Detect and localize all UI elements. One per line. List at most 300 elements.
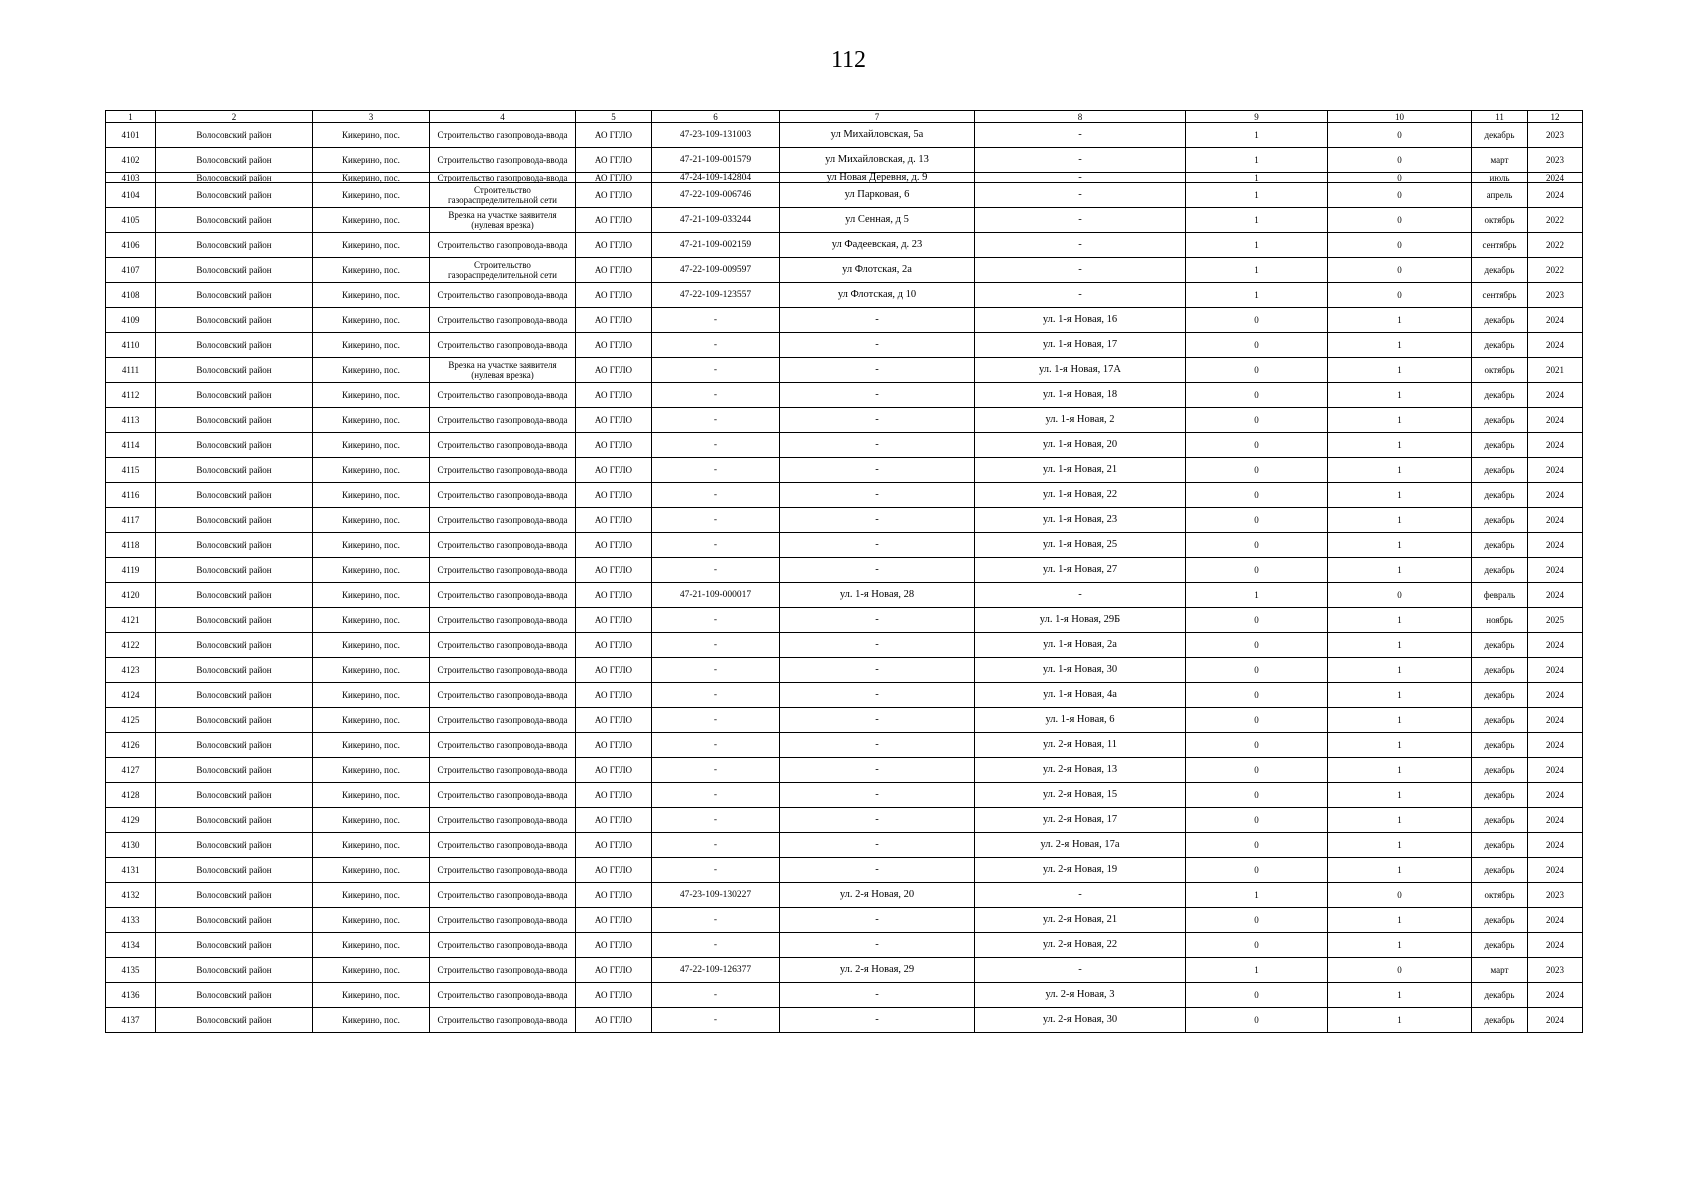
table-cell-col-8: ул. 1-я Новая, 2 <box>975 408 1186 433</box>
table-cell-col-4: Строительство газопровода-ввода <box>430 458 576 483</box>
table-cell-col-7: - <box>780 658 975 683</box>
table-cell-col-10: 1 <box>1328 458 1472 483</box>
table-cell-col-7: - <box>780 533 975 558</box>
table-cell-col-12: 2024 <box>1528 1008 1583 1033</box>
table-cell-col-2: Волосовский район <box>156 333 313 358</box>
table-cell-col-10: 1 <box>1328 758 1472 783</box>
table-cell-col-1: 4121 <box>106 608 156 633</box>
table-cell-col-5: АО ГГЛО <box>576 483 652 508</box>
table-cell-col-7: - <box>780 608 975 633</box>
table-cell-col-1: 4127 <box>106 758 156 783</box>
table-cell-col-1: 4101 <box>106 123 156 148</box>
table-cell-col-6: - <box>652 708 780 733</box>
table-cell-col-1: 4109 <box>106 308 156 333</box>
table-cell-col-4: Строительство газопровода-ввода <box>430 708 576 733</box>
table-row <box>106 933 1583 958</box>
table-cell-col-9: 0 <box>1186 858 1328 883</box>
table-cell-col-1: 4105 <box>106 208 156 233</box>
table-cell-col-3: Кикерино, пос. <box>313 173 430 183</box>
table-cell-col-8: ул. 1-я Новая, 25 <box>975 533 1186 558</box>
table-row <box>106 758 1583 783</box>
table-row <box>106 458 1583 483</box>
table-row <box>106 783 1583 808</box>
table-cell-col-11: декабрь <box>1472 658 1528 683</box>
table-cell-col-4: Строительство газопровода-ввода <box>430 148 576 173</box>
table-cell-col-8: ул. 1-я Новая, 29Б <box>975 608 1186 633</box>
table-cell-col-6: - <box>652 408 780 433</box>
table-cell-col-12: 2024 <box>1528 458 1583 483</box>
table-cell-col-1: 4102 <box>106 148 156 173</box>
table-cell-col-10: 1 <box>1328 733 1472 758</box>
table-cell-col-7: ул Сенная, д 5 <box>780 208 975 233</box>
table-cell-col-1: 4122 <box>106 633 156 658</box>
table-cell-col-6: 47-22-109-126377 <box>652 958 780 983</box>
table-cell-col-10: 0 <box>1328 258 1472 283</box>
table-cell-col-6: - <box>652 1008 780 1033</box>
table-cell-col-11: декабрь <box>1472 808 1528 833</box>
table-cell-col-5: АО ГГЛО <box>576 358 652 383</box>
table-cell-col-4: Строительство газопровода-ввода <box>430 1008 576 1033</box>
table-row <box>106 1008 1583 1033</box>
table-cell-col-7: ул Михайловская, д. 13 <box>780 148 975 173</box>
table-row <box>106 908 1583 933</box>
table-cell-col-2: Волосовский район <box>156 173 313 183</box>
registry-table <box>105 110 1583 1033</box>
table-cell-col-2: Волосовский район <box>156 633 313 658</box>
table-cell-col-8: ул. 2-я Новая, 17 <box>975 808 1186 833</box>
table-cell-col-4: Строительство газопровода-ввода <box>430 733 576 758</box>
table-cell-col-6: - <box>652 633 780 658</box>
table-cell-col-8: ул. 1-я Новая, 23 <box>975 508 1186 533</box>
table-cell-col-2: Волосовский район <box>156 533 313 558</box>
table-cell-col-1: 4134 <box>106 933 156 958</box>
table-cell-col-5: АО ГГЛО <box>576 958 652 983</box>
table-cell-col-4: Строительство газопровода-ввода <box>430 383 576 408</box>
table-cell-col-8: ул. 2-я Новая, 3 <box>975 983 1186 1008</box>
table-cell-col-12: 2023 <box>1528 883 1583 908</box>
table-row <box>106 233 1583 258</box>
table-cell-col-12: 2021 <box>1528 358 1583 383</box>
table-cell-col-3: Кикерино, пос. <box>313 558 430 583</box>
table-cell-col-2: Волосовский район <box>156 508 313 533</box>
table-cell-col-10: 1 <box>1328 708 1472 733</box>
table-cell-col-10: 1 <box>1328 333 1472 358</box>
table-cell-col-2: Волосовский район <box>156 583 313 608</box>
table-cell-col-6: - <box>652 733 780 758</box>
table-cell-col-8: ул. 1-я Новая, 16 <box>975 308 1186 333</box>
table-row <box>106 858 1583 883</box>
table-cell-col-4: Врезка на участке заявителя (нулевая врезка) <box>430 208 576 233</box>
table-cell-col-8: ул. 2-я Новая, 15 <box>975 783 1186 808</box>
table-cell-col-10: 1 <box>1328 858 1472 883</box>
table-cell-col-7: - <box>780 308 975 333</box>
table-cell-col-5: АО ГГЛО <box>576 608 652 633</box>
table-cell-col-8: ул. 1-я Новая, 20 <box>975 433 1186 458</box>
table-cell-col-12: 2024 <box>1528 433 1583 458</box>
table-cell-col-1: 4119 <box>106 558 156 583</box>
table-cell-col-11: декабрь <box>1472 558 1528 583</box>
table-row <box>106 958 1583 983</box>
table-cell-col-11: декабрь <box>1472 533 1528 558</box>
table-cell-col-10: 1 <box>1328 808 1472 833</box>
table-cell-col-6: - <box>652 908 780 933</box>
table-cell-col-10: 1 <box>1328 683 1472 708</box>
table-cell-col-3: Кикерино, пос. <box>313 583 430 608</box>
table-cell-col-12: 2022 <box>1528 208 1583 233</box>
table-cell-col-11: декабрь <box>1472 123 1528 148</box>
table-cell-col-2: Волосовский район <box>156 608 313 633</box>
table-cell-col-7: - <box>780 508 975 533</box>
table-cell-col-4: Строительство газопровода-ввода <box>430 283 576 308</box>
table-cell-col-9: 0 <box>1186 508 1328 533</box>
table-cell-col-11: февраль <box>1472 583 1528 608</box>
table-cell-col-11: декабрь <box>1472 408 1528 433</box>
table-cell-col-1: 4135 <box>106 958 156 983</box>
table-cell-col-5: АО ГГЛО <box>576 583 652 608</box>
table-cell-col-6: 47-22-109-009597 <box>652 258 780 283</box>
table-cell-col-6: - <box>652 458 780 483</box>
table-cell-col-7: - <box>780 408 975 433</box>
table-cell-col-4: Строительство газопровода-ввода <box>430 533 576 558</box>
table-cell-col-7: - <box>780 983 975 1008</box>
table-cell-col-12: 2024 <box>1528 783 1583 808</box>
table-cell-col-6: 47-24-109-142804 <box>652 173 780 183</box>
table-cell-col-5: АО ГГЛО <box>576 183 652 208</box>
table-cell-col-8: - <box>975 233 1186 258</box>
table-cell-col-9: 0 <box>1186 733 1328 758</box>
table-cell-col-8: ул. 1-я Новая, 17А <box>975 358 1186 383</box>
table-cell-col-3: Кикерино, пос. <box>313 858 430 883</box>
table-cell-col-3: Кикерино, пос. <box>313 808 430 833</box>
table-cell-col-7: ул Парковая, 6 <box>780 183 975 208</box>
table-cell-col-1: 4132 <box>106 883 156 908</box>
table-cell-col-7: - <box>780 558 975 583</box>
table-cell-col-6: - <box>652 833 780 858</box>
table-cell-col-11: сентябрь <box>1472 283 1528 308</box>
table-body <box>106 123 1583 1033</box>
table-cell-col-8: ул. 1-я Новая, 18 <box>975 383 1186 408</box>
table-cell-col-4: Строительство газопровода-ввода <box>430 983 576 1008</box>
table-cell-col-4: Строительство газопровода-ввода <box>430 808 576 833</box>
table-cell-col-1: 4114 <box>106 433 156 458</box>
table-cell-col-7: - <box>780 358 975 383</box>
table-cell-col-7: - <box>780 733 975 758</box>
table-cell-col-6: 47-22-109-006746 <box>652 183 780 208</box>
column-header-8: 8 <box>975 111 1186 123</box>
table-cell-col-2: Волосовский район <box>156 783 313 808</box>
table-row <box>106 608 1583 633</box>
table-cell-col-5: АО ГГЛО <box>576 123 652 148</box>
table-cell-col-12: 2024 <box>1528 933 1583 958</box>
table-cell-col-8: ул. 1-я Новая, 21 <box>975 458 1186 483</box>
table-cell-col-11: октябрь <box>1472 358 1528 383</box>
table-cell-col-8: - <box>975 283 1186 308</box>
table-cell-col-3: Кикерино, пос. <box>313 733 430 758</box>
table-cell-col-11: декабрь <box>1472 833 1528 858</box>
table-cell-col-4: Строительство газопровода-ввода <box>430 833 576 858</box>
table-cell-col-12: 2024 <box>1528 508 1583 533</box>
table-cell-col-5: АО ГГЛО <box>576 758 652 783</box>
column-header-4: 4 <box>430 111 576 123</box>
table-cell-col-7: - <box>780 783 975 808</box>
table-cell-col-10: 1 <box>1328 1008 1472 1033</box>
table-cell-col-12: 2024 <box>1528 173 1583 183</box>
table-cell-col-12: 2024 <box>1528 333 1583 358</box>
column-header-9: 9 <box>1186 111 1328 123</box>
table-cell-col-9: 1 <box>1186 883 1328 908</box>
table-cell-col-9: 1 <box>1186 958 1328 983</box>
table-cell-col-7: ул. 2-я Новая, 20 <box>780 883 975 908</box>
table-cell-col-2: Волосовский район <box>156 658 313 683</box>
table-cell-col-10: 0 <box>1328 233 1472 258</box>
column-header-5: 5 <box>576 111 652 123</box>
table-row <box>106 983 1583 1008</box>
table-cell-col-7: - <box>780 333 975 358</box>
table-cell-col-2: Волосовский район <box>156 283 313 308</box>
table-cell-col-11: декабрь <box>1472 683 1528 708</box>
table-cell-col-9: 0 <box>1186 908 1328 933</box>
table-cell-col-11: декабрь <box>1472 783 1528 808</box>
table-cell-col-7: - <box>780 933 975 958</box>
table-cell-col-5: АО ГГЛО <box>576 148 652 173</box>
table-cell-col-11: март <box>1472 958 1528 983</box>
table-cell-col-12: 2024 <box>1528 583 1583 608</box>
table-cell-col-2: Волосовский район <box>156 258 313 283</box>
table-cell-col-6: - <box>652 333 780 358</box>
table-cell-col-10: 1 <box>1328 908 1472 933</box>
table-cell-col-12: 2023 <box>1528 283 1583 308</box>
table-row <box>106 283 1583 308</box>
table-cell-col-1: 4128 <box>106 783 156 808</box>
table-cell-col-4: Строительство газопровода-ввода <box>430 683 576 708</box>
table-cell-col-9: 0 <box>1186 933 1328 958</box>
table-cell-col-6: - <box>652 433 780 458</box>
table-cell-col-12: 2024 <box>1528 808 1583 833</box>
table-cell-col-5: АО ГГЛО <box>576 858 652 883</box>
table-cell-col-11: июль <box>1472 173 1528 183</box>
table-cell-col-3: Кикерино, пос. <box>313 358 430 383</box>
table-cell-col-5: АО ГГЛО <box>576 833 652 858</box>
table-cell-col-2: Волосовский район <box>156 1008 313 1033</box>
table-cell-col-5: АО ГГЛО <box>576 458 652 483</box>
table-cell-col-2: Волосовский район <box>156 733 313 758</box>
table-cell-col-6: - <box>652 783 780 808</box>
table-cell-col-5: АО ГГЛО <box>576 558 652 583</box>
table-cell-col-7: - <box>780 808 975 833</box>
table-cell-col-8: - <box>975 148 1186 173</box>
table-cell-col-12: 2024 <box>1528 733 1583 758</box>
table-cell-col-12: 2022 <box>1528 258 1583 283</box>
table-cell-col-6: - <box>652 508 780 533</box>
table-cell-col-2: Волосовский район <box>156 758 313 783</box>
table-cell-col-2: Волосовский район <box>156 858 313 883</box>
column-header-3: 3 <box>313 111 430 123</box>
table-cell-col-11: декабрь <box>1472 733 1528 758</box>
table-cell-col-7: ул Михайловская, 5а <box>780 123 975 148</box>
table-cell-col-8: ул. 2-я Новая, 11 <box>975 733 1186 758</box>
table-cell-col-4: Строительство газопровода-ввода <box>430 308 576 333</box>
table-cell-col-11: апрель <box>1472 183 1528 208</box>
table-cell-col-2: Волосовский район <box>156 358 313 383</box>
table-cell-col-9: 1 <box>1186 283 1328 308</box>
table-cell-col-12: 2024 <box>1528 408 1583 433</box>
table-row <box>106 148 1583 173</box>
table-cell-col-1: 4112 <box>106 383 156 408</box>
table-cell-col-12: 2024 <box>1528 983 1583 1008</box>
table-cell-col-10: 1 <box>1328 508 1472 533</box>
table-cell-col-1: 4118 <box>106 533 156 558</box>
table-cell-col-9: 0 <box>1186 783 1328 808</box>
table-cell-col-7: - <box>780 433 975 458</box>
table-cell-col-1: 4129 <box>106 808 156 833</box>
table-cell-col-11: декабрь <box>1472 433 1528 458</box>
table-cell-col-7: - <box>780 833 975 858</box>
table-cell-col-11: декабрь <box>1472 483 1528 508</box>
table-cell-col-11: декабрь <box>1472 858 1528 883</box>
table-cell-col-10: 1 <box>1328 408 1472 433</box>
table-cell-col-4: Строительство газопровода-ввода <box>430 883 576 908</box>
table-cell-col-11: декабрь <box>1472 458 1528 483</box>
table-cell-col-4: Строительство газопровода-ввода <box>430 333 576 358</box>
table-row <box>106 173 1583 183</box>
table-cell-col-2: Волосовский район <box>156 958 313 983</box>
table-cell-col-9: 0 <box>1186 558 1328 583</box>
column-header-6: 6 <box>652 111 780 123</box>
table-cell-col-10: 1 <box>1328 533 1472 558</box>
table-cell-col-10: 1 <box>1328 433 1472 458</box>
table-cell-col-9: 0 <box>1186 358 1328 383</box>
table-cell-col-10: 1 <box>1328 658 1472 683</box>
table-cell-col-8: ул. 1-я Новая, 22 <box>975 483 1186 508</box>
table-cell-col-2: Волосовский район <box>156 123 313 148</box>
table-cell-col-8: ул. 1-я Новая, 27 <box>975 558 1186 583</box>
table-cell-col-9: 1 <box>1186 258 1328 283</box>
table-cell-col-5: АО ГГЛО <box>576 333 652 358</box>
table-row <box>106 583 1583 608</box>
table-cell-col-10: 0 <box>1328 958 1472 983</box>
table-cell-col-8: ул. 2-я Новая, 30 <box>975 1008 1186 1033</box>
table-cell-col-8: ул. 1-я Новая, 17 <box>975 333 1186 358</box>
column-header-1: 1 <box>106 111 156 123</box>
table-cell-col-5: АО ГГЛО <box>576 633 652 658</box>
table-cell-col-7: - <box>780 458 975 483</box>
table-cell-col-3: Кикерино, пос. <box>313 908 430 933</box>
table-cell-col-5: АО ГГЛО <box>576 658 652 683</box>
table-cell-col-10: 0 <box>1328 123 1472 148</box>
table-cell-col-1: 4111 <box>106 358 156 383</box>
table-cell-col-4: Строительство газопровода-ввода <box>430 758 576 783</box>
table-cell-col-3: Кикерино, пос. <box>313 233 430 258</box>
table-cell-col-1: 4116 <box>106 483 156 508</box>
table-cell-col-12: 2024 <box>1528 833 1583 858</box>
table-cell-col-3: Кикерино, пос. <box>313 958 430 983</box>
table-cell-col-5: АО ГГЛО <box>576 1008 652 1033</box>
table-cell-col-2: Волосовский район <box>156 708 313 733</box>
table-cell-col-11: декабрь <box>1472 758 1528 783</box>
column-header-11: 11 <box>1472 111 1528 123</box>
table-row <box>106 483 1583 508</box>
table-row <box>106 658 1583 683</box>
table-cell-col-1: 4103 <box>106 173 156 183</box>
table-cell-col-4: Строительство газопровода-ввода <box>430 233 576 258</box>
column-header-10: 10 <box>1328 111 1472 123</box>
table-header <box>106 111 1583 123</box>
table-cell-col-5: АО ГГЛО <box>576 933 652 958</box>
table-cell-col-12: 2023 <box>1528 123 1583 148</box>
table-cell-col-12: 2023 <box>1528 148 1583 173</box>
table-cell-col-4: Строительство газопровода-ввода <box>430 508 576 533</box>
table-cell-col-5: АО ГГЛО <box>576 983 652 1008</box>
table-cell-col-3: Кикерино, пос. <box>313 308 430 333</box>
table-cell-col-2: Волосовский район <box>156 458 313 483</box>
table-row <box>106 333 1583 358</box>
table-cell-col-9: 0 <box>1186 308 1328 333</box>
table-cell-col-6: - <box>652 858 780 883</box>
table-cell-col-3: Кикерино, пос. <box>313 683 430 708</box>
table-cell-col-12: 2024 <box>1528 633 1583 658</box>
table-cell-col-1: 4131 <box>106 858 156 883</box>
table-cell-col-4: Строительство газопровода-ввода <box>430 408 576 433</box>
table-cell-col-3: Кикерино, пос. <box>313 183 430 208</box>
table-cell-col-12: 2024 <box>1528 533 1583 558</box>
table-cell-col-9: 0 <box>1186 408 1328 433</box>
table-cell-col-4: Строительство газораспределительной сети <box>430 183 576 208</box>
table-cell-col-1: 4106 <box>106 233 156 258</box>
table-cell-col-11: октябрь <box>1472 883 1528 908</box>
table-cell-col-3: Кикерино, пос. <box>313 458 430 483</box>
table-cell-col-5: АО ГГЛО <box>576 258 652 283</box>
table-cell-col-12: 2024 <box>1528 683 1583 708</box>
table-cell-col-3: Кикерино, пос. <box>313 633 430 658</box>
table-cell-col-3: Кикерино, пос. <box>313 508 430 533</box>
table-cell-col-11: декабрь <box>1472 508 1528 533</box>
table-cell-col-7: - <box>780 1008 975 1033</box>
table-cell-col-7: ул Флотская, д 10 <box>780 283 975 308</box>
table-cell-col-2: Волосовский район <box>156 308 313 333</box>
table-cell-col-5: АО ГГЛО <box>576 683 652 708</box>
table-cell-col-2: Волосовский район <box>156 383 313 408</box>
table-cell-col-6: - <box>652 308 780 333</box>
table-row <box>106 558 1583 583</box>
table-row <box>106 683 1583 708</box>
table-cell-col-6: 47-21-109-001579 <box>652 148 780 173</box>
table-cell-col-12: 2023 <box>1528 958 1583 983</box>
table-cell-col-2: Волосовский район <box>156 433 313 458</box>
table-cell-col-8: - <box>975 958 1186 983</box>
table-cell-col-1: 4120 <box>106 583 156 608</box>
table-cell-col-5: АО ГГЛО <box>576 883 652 908</box>
table-cell-col-9: 0 <box>1186 333 1328 358</box>
table-cell-col-1: 4130 <box>106 833 156 858</box>
table-cell-col-5: АО ГГЛО <box>576 783 652 808</box>
table-cell-col-4: Строительство газопровода-ввода <box>430 933 576 958</box>
table-cell-col-4: Строительство газопровода-ввода <box>430 908 576 933</box>
table-row <box>106 883 1583 908</box>
table-cell-col-10: 1 <box>1328 608 1472 633</box>
table-cell-col-10: 0 <box>1328 208 1472 233</box>
table-cell-col-12: 2024 <box>1528 908 1583 933</box>
table-row <box>106 123 1583 148</box>
table-cell-col-7: - <box>780 908 975 933</box>
table-cell-col-6: - <box>652 808 780 833</box>
table-row <box>106 258 1583 283</box>
table-cell-col-3: Кикерино, пос. <box>313 433 430 458</box>
table-cell-col-3: Кикерино, пос. <box>313 533 430 558</box>
table-row <box>106 708 1583 733</box>
table-cell-col-7: - <box>780 858 975 883</box>
table-cell-col-10: 1 <box>1328 783 1472 808</box>
table-cell-col-5: АО ГГЛО <box>576 173 652 183</box>
